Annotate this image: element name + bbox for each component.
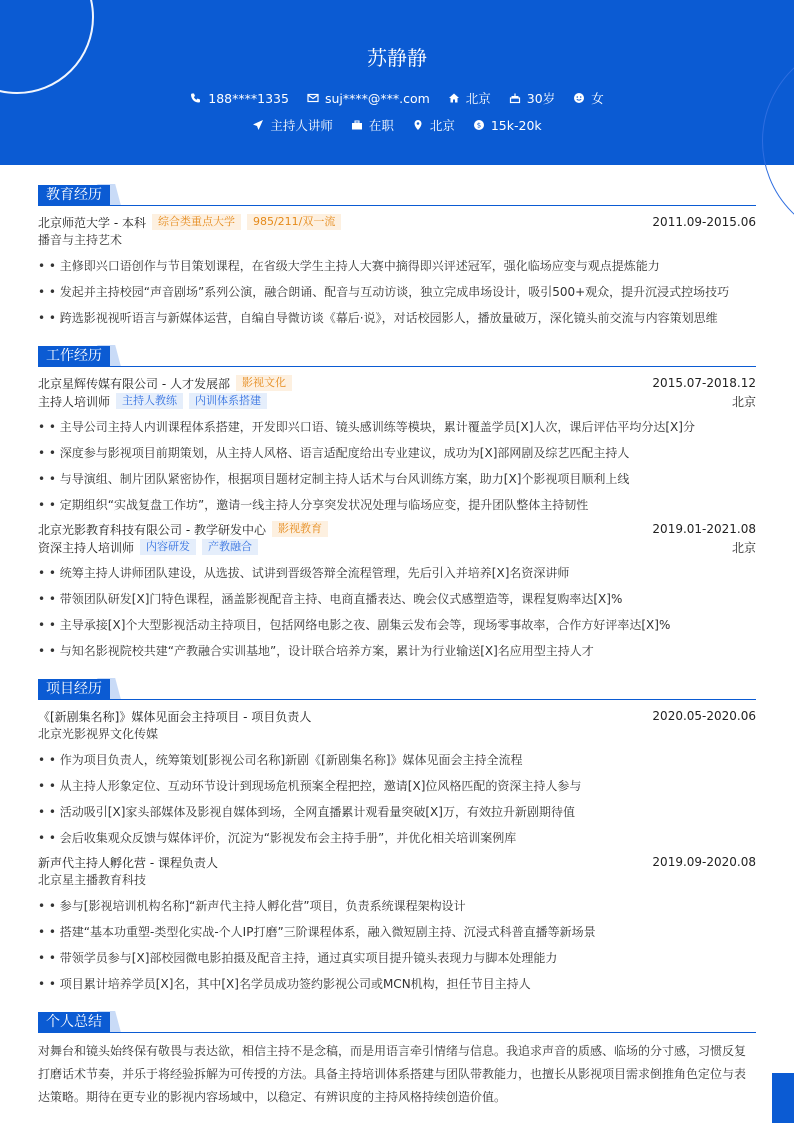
role-name: 主持人培训师 — [38, 394, 111, 409]
project-name: 新声代主持人孵化营 - 课程负责人 — [38, 855, 218, 870]
summary-section — [38, 1011, 756, 1109]
list-item: • • 作为项目负责人，统筹策划[影视公司名称]新剧《[新剧集名称]》媒体见面会主持全流程 — [38, 753, 523, 767]
money-icon — [473, 119, 485, 131]
email-text: suj****@***.com — [324, 90, 430, 106]
header-banner — [0, 0, 794, 165]
job-city: 北京 — [731, 394, 756, 409]
date-range: 2019.09-2020.08 — [652, 855, 756, 869]
list-item: • • 定期组织“实战复盘工作坊”，邀请一线主持人分享突发状况处理与临场应变，提升团队整体主持韧性 — [38, 498, 589, 512]
list-item: • • 带领团队研发[X]门特色课程，涵盖影视配音主持、电商直播表达、晚会仪式感塑造等，课程复购率达[X]% — [38, 592, 623, 606]
list-item: • • 参与[影视培训机构名称]“新声代主持人孵化营”项目，负责系统课程架构设计 — [38, 899, 466, 913]
salary-info — [473, 116, 542, 134]
gender-info — [573, 89, 604, 107]
bullet-list — [38, 253, 756, 331]
city-info — [448, 89, 491, 107]
list-item: • • 统筹主持人讲师团队建设，从选拔、试讲到晋级答辩全流程管理，先后引入并培养[X]名资深讲师 — [38, 566, 570, 580]
school-tag: 综合类重点大学 — [152, 214, 241, 230]
role-line — [38, 392, 756, 410]
section-title — [38, 345, 756, 367]
decorative-corner-block — [772, 1073, 794, 1123]
list-item: • • 主修即兴口语创作与节目策划课程，在省级大学生主持人大赛中摘得即兴评述冠军，强化临场应变与观点提炼能力 — [38, 259, 660, 273]
age-info — [509, 89, 555, 107]
list-item: • • 从主持人形象定位、互动环节设计到现场危机预案全程把控，邀请[X]位风格匹配的资深主持人参与 — [38, 779, 582, 793]
mail-icon — [307, 92, 319, 104]
home-icon — [448, 92, 460, 104]
school-line — [38, 213, 756, 231]
company-name: 北京光影教育科技有限公司 - 教学研发中心 — [38, 522, 266, 537]
briefcase-icon — [351, 119, 363, 131]
education-section — [38, 184, 756, 331]
job-intent-row — [0, 116, 794, 134]
project-line — [38, 853, 756, 871]
list-item: • • 发起并主持校园“声音剧场”系列公演，融合朗诵、配音与互动访谈，独立完成串场设计，吸引500+观众，提升沉浸式控场技巧 — [38, 285, 730, 299]
list-item: • • 活动吸引[X]家头部媒体及影视自媒体到场，全网直播累计观看量突破[X]万，有效拉升新剧期待值 — [38, 805, 575, 819]
contact-row — [0, 89, 794, 107]
city-text: 北京 — [465, 91, 491, 106]
date-range: 2011.09-2015.06 — [652, 215, 756, 229]
date-range: 2020.05-2020.06 — [652, 709, 756, 723]
company-line — [38, 374, 756, 392]
project-line — [38, 707, 756, 725]
list-item: • • 带领学员参与[X]部校园微电影拍摄及配音主持，通过真实项目提升镜头表现力与脚本处理能力 — [38, 951, 558, 965]
phone-text: 188****1335 — [208, 90, 289, 106]
project-name: 《[新剧集名称]》媒体见面会主持项目 - 项目负责人 — [38, 709, 312, 724]
industry-tag: 影视教育 — [272, 521, 328, 537]
work-city-text: 北京 — [429, 118, 455, 133]
industry-tag: 影视文化 — [236, 375, 292, 391]
project-org: 北京光影视界文化传媒 — [38, 727, 159, 741]
list-item: • • 会后收集观众反馈与媒体评价，沉淀为“影视发布会主持手册”，并优化相关培训案例库 — [38, 831, 517, 845]
list-item: • • 深度参与影视项目前期策划，从主持人风格、语言适配度给出专业建议，成功为[X]部网剧及综艺匹配主持人 — [38, 446, 630, 460]
work-city-info — [412, 116, 455, 134]
resume-body — [38, 184, 756, 1123]
work-title: 工作经历 — [38, 346, 110, 367]
candidate-name: 苏静静 — [367, 46, 427, 70]
position-info — [252, 116, 333, 134]
list-item: • • 主导公司主持人内训课程体系搭建，开发即兴口语、镜头感训练等模块，累计覆盖学员[X]人次，课后评估平均分达[X]分 — [38, 420, 695, 434]
company-name: 北京星辉传媒有限公司 - 人才发展部 — [38, 376, 230, 391]
company-line — [38, 520, 756, 538]
list-item: • • 搭建“基本功重塑-类型化实战-个人IP打磨”三阶课程体系，融入微短剧主持、沉浸式科普直播等新场景 — [38, 925, 596, 939]
list-item: • • 主导承接[X]个大型影视活动主持项目，包括网络电影之夜、剧集云发布会等，现场零事故率，合作方好评率达[X]% — [38, 618, 671, 632]
location-icon — [412, 119, 424, 131]
age-text: 30岁 — [526, 91, 556, 106]
bullet-list — [38, 747, 756, 851]
summary-title: 个人总结 — [38, 1012, 110, 1033]
list-item: • • 跨选影视视听语言与新媒体运营，自编自导微访谈《幕后·说》，对话校园影人，播放量破万，深化镜头前交流与内容策划思维 — [38, 311, 718, 325]
status-info — [351, 116, 394, 134]
section-title — [38, 1011, 756, 1033]
status-text: 在职 — [368, 118, 394, 133]
date-range: 2015.07-2018.12 — [652, 376, 756, 390]
svg-text:$: $ — [476, 121, 482, 130]
position-text: 主持人讲师 — [270, 118, 333, 133]
bullet-list — [38, 414, 756, 518]
role-line — [38, 538, 756, 556]
role-tag: 内训体系搭建 — [189, 393, 267, 409]
send-icon — [252, 119, 264, 131]
section-title — [38, 184, 756, 206]
salary-text: 15k-20k — [490, 117, 542, 133]
bullet-list — [38, 560, 756, 664]
summary-text: 对舞台和镜头始终保有敬畏与表达欲，相信主持不是念稿，而是用语言牵引情绪与信息。我追求声音的质感、临场的分寸感，习惯反复打磨话术节奏，并乐于将经验拆解为可传授的方法。具备主持培训体系搭建与团队带教能力，也擅长从影视项目需求倒推角色定位与表达策略。期待在更专业的影视内容场域中，以稳定、有辨识度的主持风格持续创造价值。 — [38, 1044, 747, 1104]
role-tag: 内容研发 — [140, 539, 196, 555]
education-title: 教育经历 — [38, 185, 110, 206]
project-section — [38, 678, 756, 997]
role-tag: 主持人教练 — [116, 393, 183, 409]
phone-icon — [190, 92, 202, 104]
list-item: • • 与导演组、制片团队紧密协作，根据项目题材定制主持人话术与台风训练方案，助力[X]个影视项目顺利上线 — [38, 472, 630, 486]
job-city: 北京 — [731, 540, 756, 555]
gender-text: 女 — [591, 91, 604, 106]
role-name: 资深主持人培训师 — [38, 540, 135, 555]
cake-icon — [509, 92, 521, 104]
bullet-list — [38, 893, 756, 997]
work-section — [38, 345, 756, 664]
school-tag: 985/211/双一流 — [247, 214, 341, 230]
project-title: 项目经历 — [38, 679, 110, 700]
project-org: 北京星主播教育科技 — [38, 873, 147, 887]
smile-icon — [573, 92, 585, 104]
email-info — [307, 89, 430, 107]
school-name: 北京师范大学 - 本科 — [38, 215, 146, 230]
list-item: • • 项目累计培养学员[X]名，其中[X]名学员成功签约影视公司或MCN机构，担任节目主持人 — [38, 977, 531, 991]
section-title — [38, 678, 756, 700]
phone-info — [190, 89, 289, 107]
role-tag: 产教融合 — [202, 539, 258, 555]
date-range: 2019.01-2021.08 — [652, 522, 756, 536]
list-item: • • 与知名影视院校共建“产教融合实训基地”，设计联合培养方案，累计为行业输送[X]名应用型主持人才 — [38, 644, 594, 658]
major: 播音与主持艺术 — [38, 233, 123, 247]
